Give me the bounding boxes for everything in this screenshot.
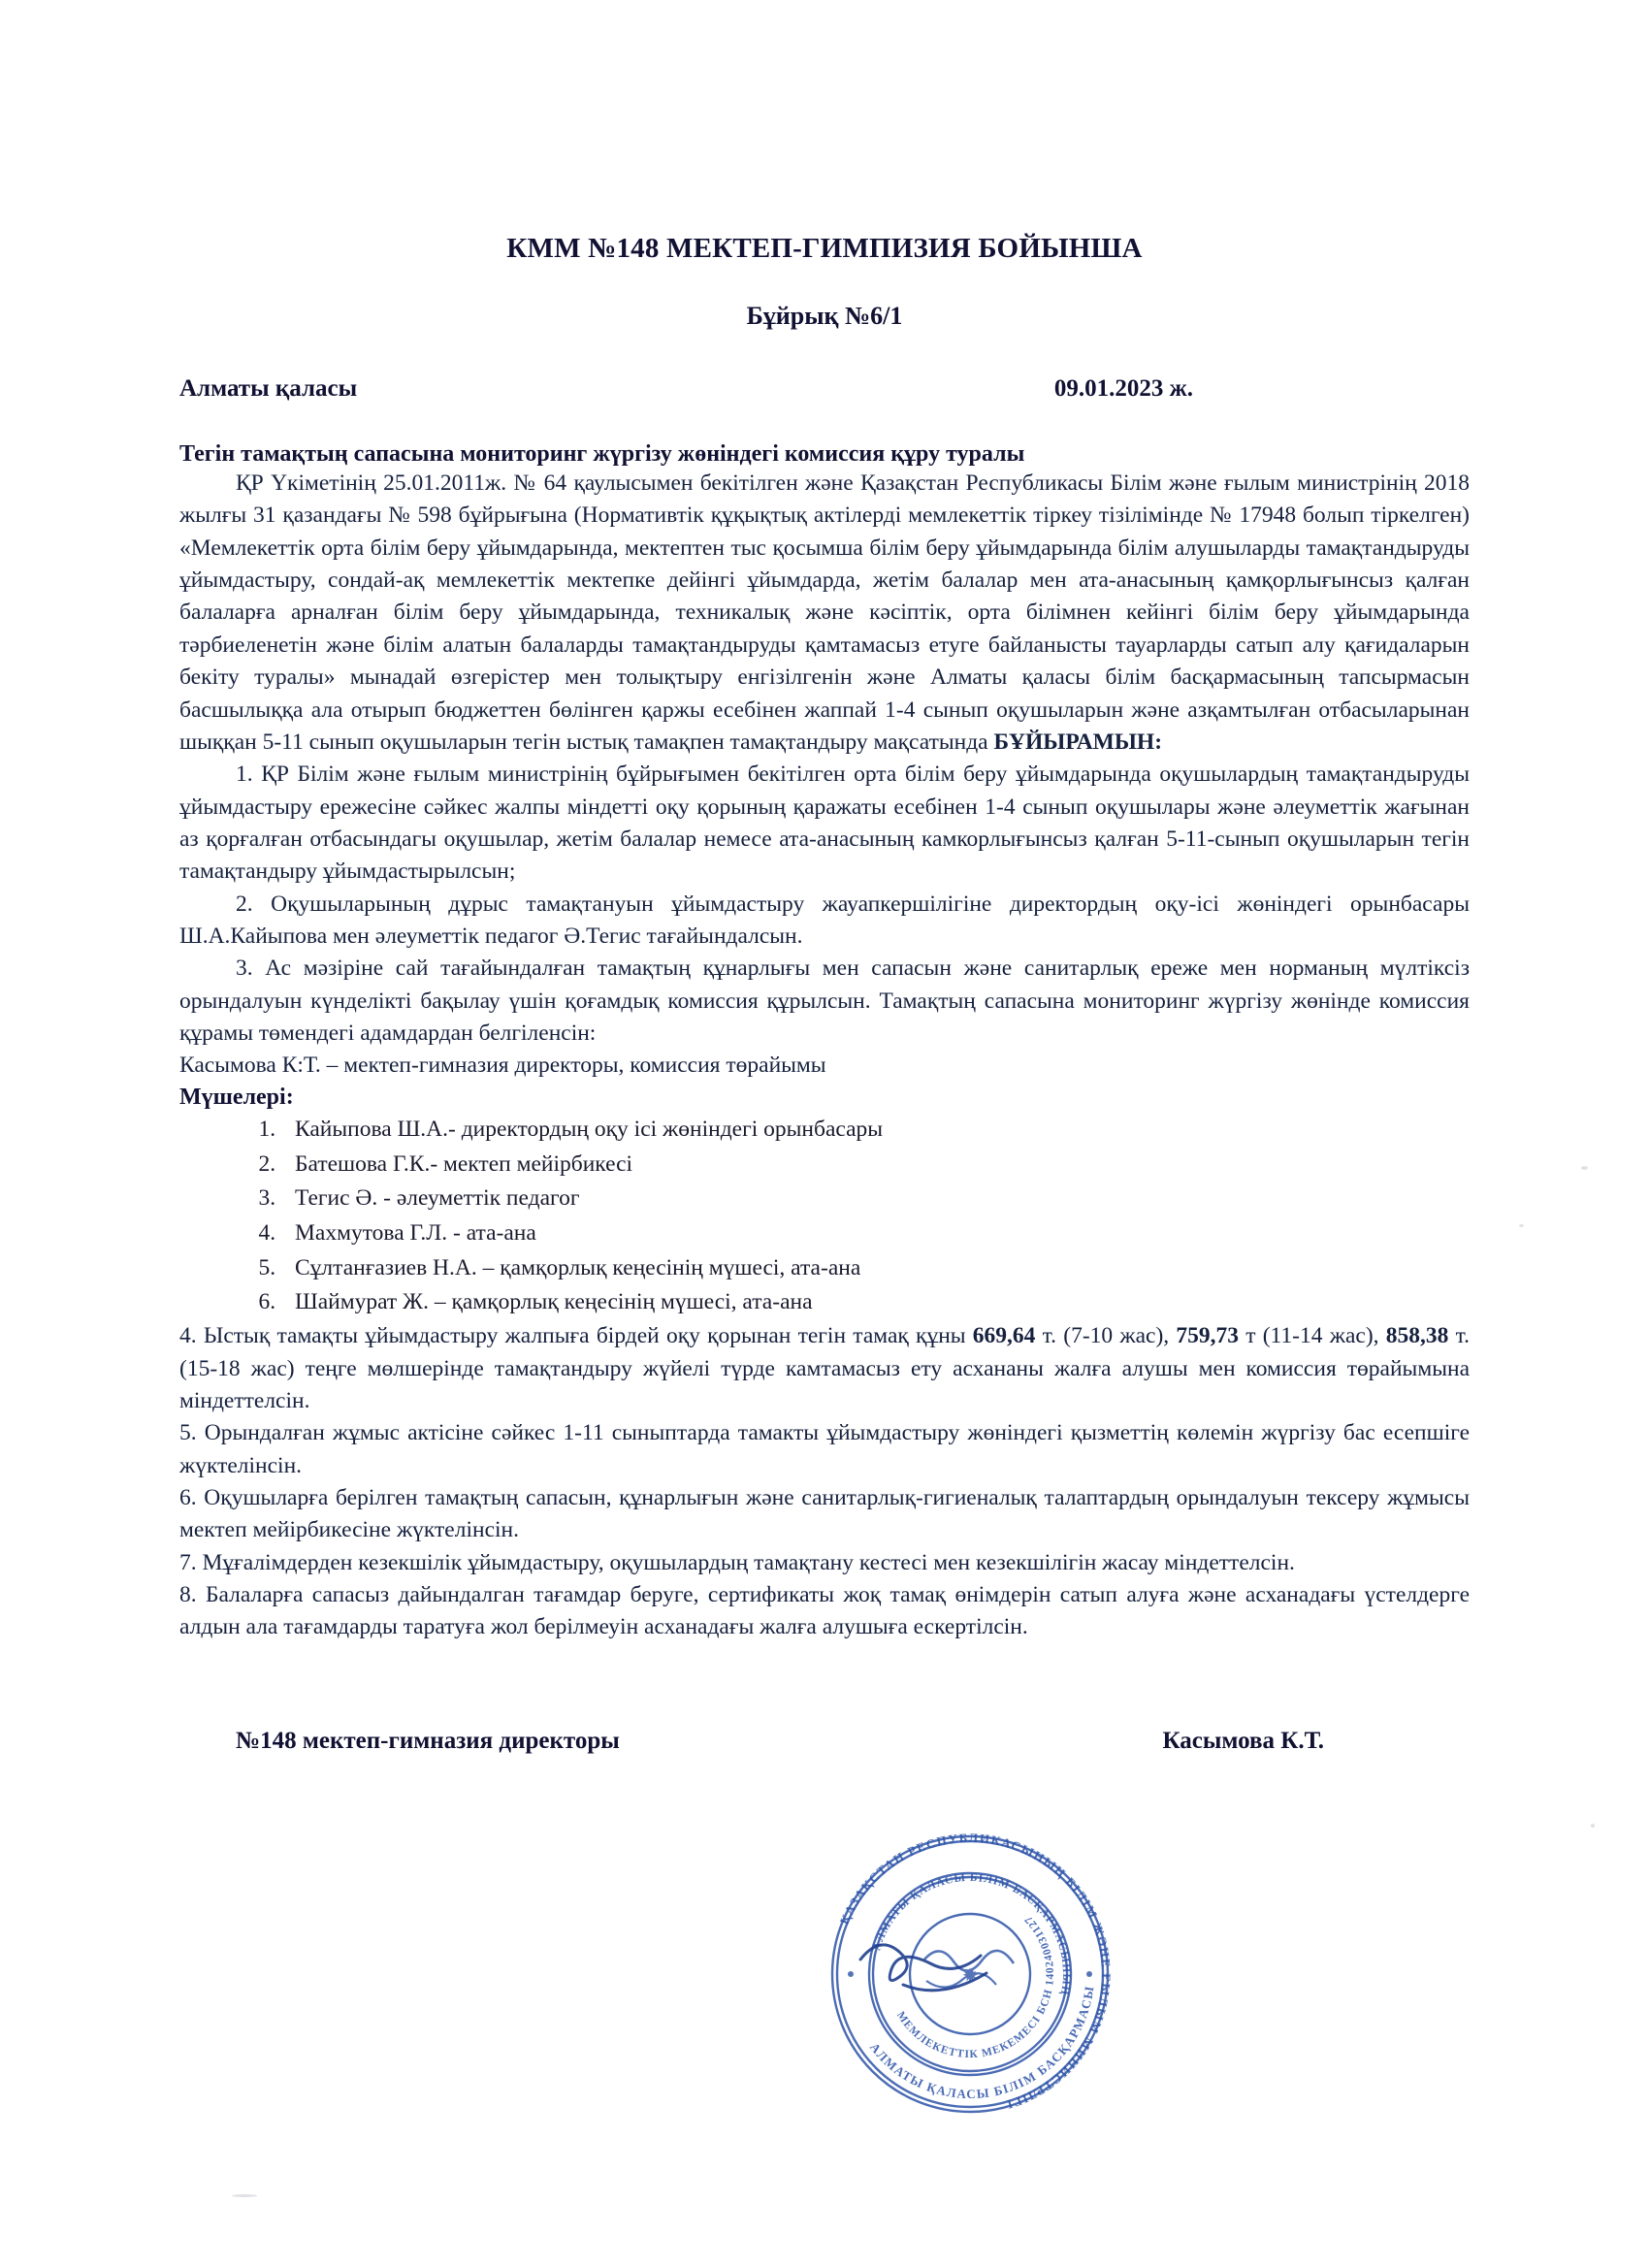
city-label: Алматы қаласы [179, 375, 358, 402]
members-list [179, 1113, 1470, 1320]
signature-row [179, 1728, 1470, 1755]
paragraph-item-4 [179, 1320, 1470, 1417]
preamble-order-word: БҰЙЫРАМЫН: [993, 729, 1163, 755]
paragraph-item-8: 8. Балаларға сапасыз дайындалган тағамдар беруге, сертификаты жоқ тамақ өнімдерін сатып алуға және асханадағы үстелдерге алдын ала тағамдарды таратуға жол берілмеуін асханадағы жалға алушыға ескертілсін. [179, 1582, 1470, 1640]
meta-row [179, 375, 1470, 403]
list-item: 2. Батешова Г.К.- мектеп мейірбикесі [281, 1148, 1470, 1183]
official-stamp [810, 1814, 1130, 2134]
document-body [179, 233, 1470, 1755]
paragraph-item-6: 6. Оқушыларға берілген тамақтың сапасын, құнарлығын және санитарлық-гигиеналық талаптардың орындалуын тексеру жұмысы мектеп мейірбикесіне жүктелінсін. [179, 1484, 1470, 1543]
item4-value-3: 858,38 [1385, 1323, 1449, 1349]
svg-text:ҚАЗАҚСТАН РЕСПУБЛИКАСЫНЫҢ БІЛІ: ҚАЗАҚСТАН РЕСПУБЛИКАСЫНЫҢ БІЛІМ ЖӘНЕ ҒЫЛЫМ МИНИСТРЛІГІ [836, 1830, 1115, 2113]
svg-text:МЕМЛЕКЕТТІК МЕКЕМЕСІ БСН 14024: МЕМЛЕКЕТТІК МЕКЕМЕСІ БСН 140240031127 [893, 1912, 1057, 2061]
scan-speck [232, 2194, 257, 2197]
svg-text:АЛМАТЫ ҚАЛАСЫ БІЛІМ БАСҚАРМАСЫ: АЛМАТЫ ҚАЛАСЫ БІЛІМ БАСҚАРМАСЫНЫҢ [871, 1871, 1073, 1996]
scan-speck [1519, 1224, 1524, 1227]
list-item: 3. Тегис Ә. - әлеуметтік педагог [281, 1182, 1470, 1216]
scan-speck [1591, 1824, 1595, 1828]
list-item: 1. Кайыпова Ш.А.- директордың оқу ісі жөніндегі орынбасары [281, 1113, 1470, 1148]
svg-text:АЛМАТЫ ҚАЛАСЫ БІЛІМ БАСҚАРМАСЫ: АЛМАТЫ ҚАЛАСЫ БІЛІМ БАСҚАРМАСЫ [867, 1984, 1097, 2102]
subject-line: Тегін тамақтың сапасына мониторинг жүргізу жөніндегі комиссия құру туралы [179, 441, 1025, 467]
members-label: Мүшелері: [179, 1084, 294, 1110]
preamble-text: ҚР Үкіметінің 25.01.2011ж. № 64 қаулысымен бекітілген және Қазақстан Республикасы Білім және ғылым министрінің 2018 жылғы 31 қазандағы № 598 бұйрығына (Нормативтік құқықтық актілерді мемлекеттік тіркеу тізілімінде № 17948 болып тіркелген) «Мемлекеттік орта білім беру ұйымдарында, мектептен тыс қосымша білім беру ұйымдарында білім алушыларды тамақтандыруды ұйымдастыру, сондай-ақ мемлекеттік мектепке дейінгі ұйымдарда, жетім балалар мен ата-анасының қамқорлығынсыз қалған балаларға арналған білім беру ұйымдарында, техникалық және кәсіптік, орта білімнен кейінгі білім беру ұйымдарында тәрбиеленетін және білім алатын балаларды тамақтандыруды қамтамасыз етуге байланысты тауарларды сатып алу қағидаларын бекіту туралы» мынадай өзгерістер мен толықтыру енгізілгенін және Алматы қаласы білім басқармасының тапсырмасын басшылыққа ала отырып бюджеттен бөлінген қаржы есебінен жаппай 1-4 сынып оқушыларын және азқамтылған отбасыларынан шыққан 5-11 сынып оқушыларын тегін ыстық тамақпен тамақтандыру мақсатында [179, 470, 1470, 755]
page-title: КММ №148 МЕКТЕП-ГИМПИЗИЯ БОЙЫНША [506, 233, 1143, 264]
paragraph-item-1: 1. ҚР Білім және ғылым министрінің бұйрығымен бекітілген орта білім беру ұйымдарында оқушылардың тамақтандыруды ұйымдастыру ережесіне сәйкес жалпы міндетті оқу қорының қаражаты есебінен 1-4 сынып оқушылары және әлеуметтік жағынан аз қорғалған отбасындагы оқушылар, жетім балалар немесе ата-анасының камкорлығынсыз қалған 5-11-сынып оқушыларын тегін тамақтандыру ұйымдастырылсын; [179, 761, 1470, 885]
item4-text-b: т. (7-10 жас), [1035, 1323, 1177, 1349]
list-item: 5. Сұлтанғазиев Н.А. – қамқорлық кеңесінің мүшесі, ата-ана [281, 1251, 1470, 1286]
scan-speck [1581, 1166, 1588, 1170]
item4-text-a: 4. Ыстық тамақты ұйымдастыру жалпыға бірдей оқу қорынан тегін тамақ құны [179, 1323, 973, 1349]
paragraph-item-3: 3. Ас мәзіріне сай тағайындалған тамақтың құнарлығы мен сапасын және санитарлық ереже мен норманың мүлтіксіз орындалуын күнделікті бақылау үшін қоғамдық комиссия құрылсын. Тамақтың сапасына мониторинг жүргізу жөнінде комиссия құрамы төмендегі адамдардан белгіленсін: [179, 956, 1470, 1047]
paragraph-item-2: 2. Оқушыларының дұрыс тамақтануын ұйымдастыру жауапкершілігіне директордың оқу-ісі жөніндегі орынбасары Ш.А.Кайыпова мен әлеуметтік педагог Ә.Тегис тағайындалсын. [179, 891, 1470, 950]
paragraph-item-7: 7. Мұғалімдерден кезекшілік ұйымдастыру, оқушылардың тамақтану кестесі мен кезекшілігін жасау міндеттелсін. [179, 1549, 1295, 1575]
commission-chair: Касымова К:Т. – мектеп-гимназия директоры, комиссия төрайымы [179, 1053, 826, 1079]
list-item: 4. Махмутова Г.Л. - ата-ана [281, 1216, 1470, 1251]
order-number: Бұйрық №6/1 [746, 302, 903, 330]
svg-text:✹: ✹ [962, 1966, 978, 1985]
paragraph-item-5: 5. Орындалған жұмыс актісіне сәйкес 1-11 сыныптарда тамакты ұйымдастыру жөніндегі қызметтің көлемін жүргізу бас есепшіге жүктелінсін. [179, 1420, 1470, 1478]
item4-value-1: 669,64 [972, 1323, 1036, 1349]
item4-value-2: 759,73 [1176, 1323, 1240, 1349]
signature-name: Касымова К.Т. [1162, 1727, 1324, 1754]
item4-text-c: т (11-14 жас), [1239, 1323, 1386, 1349]
signature-title: №148 мектеп-гимназия директоры [236, 1727, 620, 1754]
date-label: 09.01.2023 ж. [1053, 375, 1193, 402]
list-item: 6. Шаймурат Ж. – қамқорлық кеңесінің мүшесі, ата-ана [281, 1285, 1470, 1320]
item4-text-d: т. (15-18 жас) теңге мөлшерінде тамақтандыру жүйелі түрде камтамасыз ету асхананы жалға алушы мен комиссия төрайымына міндеттелсін. [179, 1323, 1470, 1413]
paragraph-preamble [179, 468, 1470, 759]
